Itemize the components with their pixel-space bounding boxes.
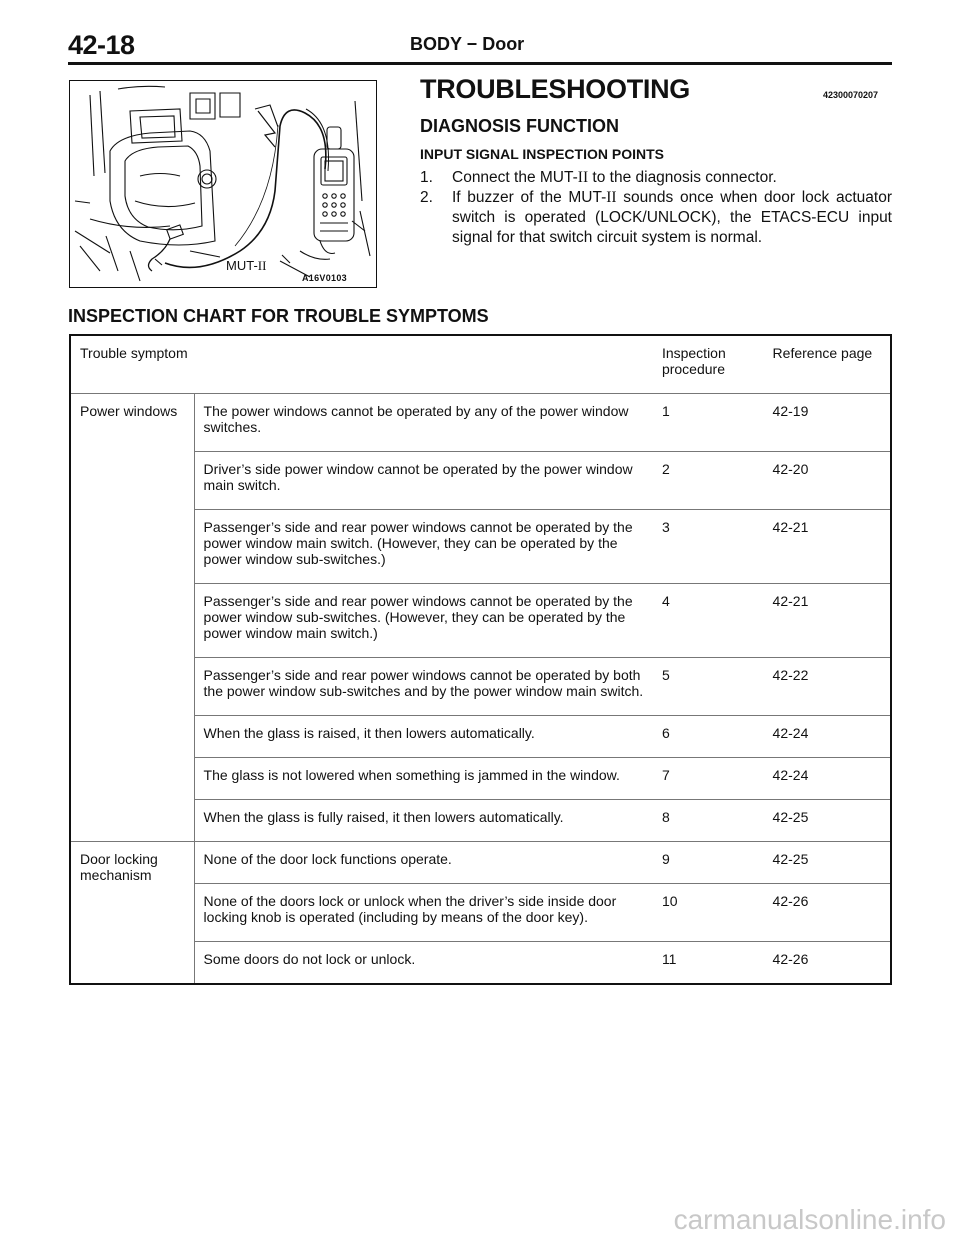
- page-number: 42-18: [68, 30, 135, 60]
- symptom-cell: The glass is not lowered when something is jammed in the window.: [194, 758, 653, 800]
- symptom-cell: None of the door lock functions operate.: [194, 842, 653, 884]
- page-cell: 42-25: [764, 842, 891, 884]
- figure-code: A16V0103: [302, 273, 347, 283]
- mut-connection-illustration: [70, 81, 376, 287]
- page-cell: 42-26: [764, 942, 891, 985]
- symptom-cell: Passenger’s side and rear power windows cannot be operated by the power window main switch. (However, they can be operated by the power window sub-switches.): [194, 510, 653, 584]
- step-number: 2.: [420, 189, 433, 206]
- diagnosis-figure: [69, 80, 377, 288]
- page-cell: 42-22: [764, 658, 891, 716]
- procedure-cell: 6: [653, 716, 764, 758]
- symptom-cell: Passenger’s side and rear power windows cannot be operated by the power window sub-switches. (However, they can be operated by the power window main switch.): [194, 584, 653, 658]
- procedure-cell: 1: [653, 394, 764, 452]
- procedure-cell: 10: [653, 884, 764, 942]
- table-row: [70, 584, 891, 658]
- table-row: [70, 842, 891, 884]
- group-cell: Power windows: [70, 394, 194, 842]
- symptom-cell: The power windows cannot be operated by any of the power window switches.: [194, 394, 653, 452]
- group-cell: Door locking mechanism: [70, 842, 194, 985]
- step-item: [420, 168, 892, 188]
- page-cell: 42-25: [764, 800, 891, 842]
- procedure-cell: 4: [653, 584, 764, 658]
- step-text: If buzzer of the MUT-II sounds once when door lock actuator switch is operated (LOCK/UNLOCK), the ETACS-ECU input signal for that switch circuit system is normal.: [452, 189, 892, 246]
- page-cell: 42-24: [764, 716, 891, 758]
- symptom-cell: Passenger’s side and rear power windows cannot be operated by both the power window sub-switches and by the power window main switch.: [194, 658, 653, 716]
- mut-label: MUT-II: [226, 258, 267, 273]
- symptom-cell: Driver’s side power window cannot be operated by the power window main switch.: [194, 452, 653, 510]
- symptom-cell: Some doors do not lock or unlock.: [194, 942, 653, 985]
- page-cell: 42-21: [764, 510, 891, 584]
- table-row: [70, 394, 891, 452]
- procedure-cell: 3: [653, 510, 764, 584]
- header-inspection-procedure: Inspection procedure: [661, 345, 726, 377]
- subsubsection-title: INPUT SIGNAL INSPECTION POINTS: [420, 146, 664, 162]
- symptom-cell: When the glass is fully raised, it then lowers automatically.: [194, 800, 653, 842]
- subsection-title: DIAGNOSIS FUNCTION: [420, 116, 620, 136]
- table-row: [70, 452, 891, 510]
- symptom-cell: None of the doors lock or unlock when the driver’s side inside door locking knob is operated (including by means of the door key).: [194, 884, 653, 942]
- step-number: 1.: [420, 169, 433, 186]
- table-header-row: [70, 335, 891, 394]
- page-cell: 42-24: [764, 758, 891, 800]
- table-row: [70, 658, 891, 716]
- table-row: [70, 510, 891, 584]
- header-rule: [68, 62, 892, 65]
- procedure-cell: 8: [653, 800, 764, 842]
- procedure-cell: 7: [653, 758, 764, 800]
- procedure-cell: 5: [653, 658, 764, 716]
- header-reference-page: Reference page: [772, 345, 873, 361]
- page-cell: 42-19: [764, 394, 891, 452]
- page-cell: 42-26: [764, 884, 891, 942]
- steps-list: [420, 168, 892, 248]
- header-title: BODY − Door: [410, 34, 525, 54]
- table-row: [70, 800, 891, 842]
- inspection-chart-table: [69, 334, 892, 985]
- step-text: Connect the MUT-II to the diagnosis connector.: [452, 169, 777, 186]
- page-cell: 42-21: [764, 584, 891, 658]
- watermark: carmanualsonline.info: [673, 1204, 946, 1235]
- procedure-cell: 11: [653, 942, 764, 985]
- step-item: [420, 188, 892, 248]
- table-row: [70, 942, 891, 985]
- procedure-cell: 9: [653, 842, 764, 884]
- chart-title: INSPECTION CHART FOR TROUBLE SYMPTOMS: [68, 306, 489, 326]
- header-trouble-symptom: Trouble symptom: [80, 345, 188, 361]
- procedure-cell: 2: [653, 452, 764, 510]
- page-cell: 42-20: [764, 452, 891, 510]
- table-row: [70, 884, 891, 942]
- table-row: [70, 716, 891, 758]
- section-title: TROUBLESHOOTING: [420, 74, 690, 104]
- table-row: [70, 758, 891, 800]
- section-code: 42300070207: [823, 90, 879, 100]
- symptom-cell: When the glass is raised, it then lowers automatically.: [194, 716, 653, 758]
